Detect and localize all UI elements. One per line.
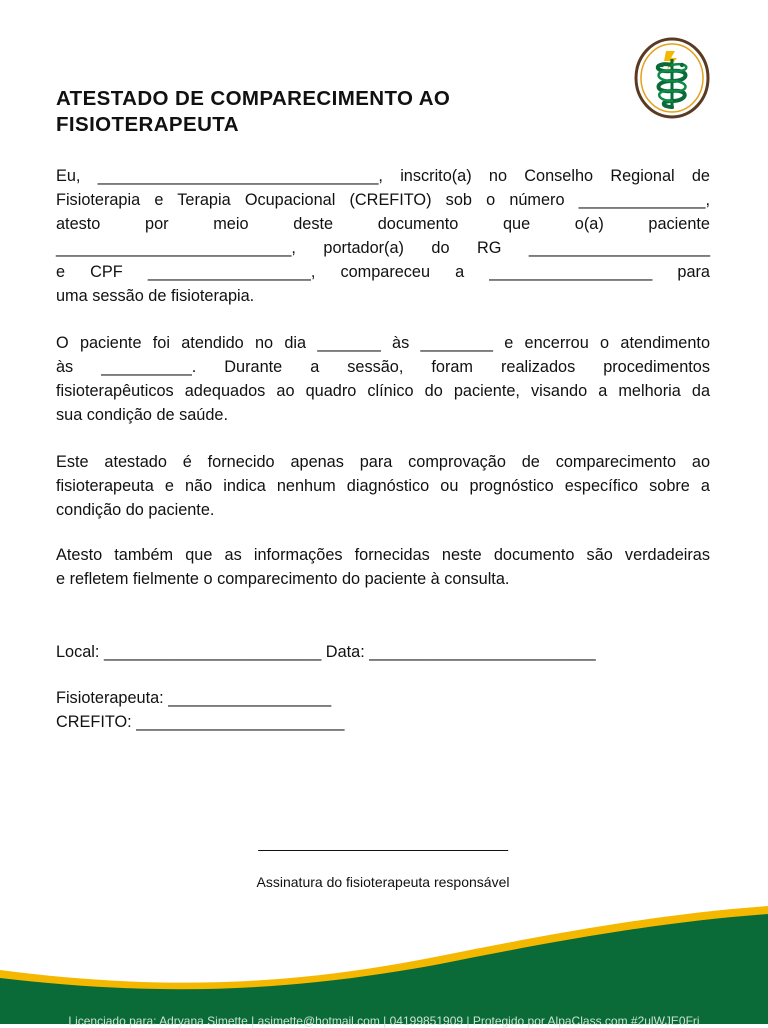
paragraph-session bbox=[56, 331, 710, 427]
professional-fields bbox=[56, 686, 710, 734]
text-line: fisioterapeuta e não indica nenhum diagnóstico ou prognóstico específico sobre a bbox=[56, 477, 710, 495]
signature-caption: Assinatura do fisioterapeuta responsável bbox=[256, 874, 510, 890]
caduceus-emblem-icon bbox=[634, 37, 710, 119]
text-line: Este atestado é fornecido apenas para comprovação de comparecimento ao bbox=[56, 453, 710, 471]
text-line: e refletem fielmente o comparecimento do paciente à consulta. bbox=[56, 570, 510, 588]
text-line: Fisioterapia e Terapia Ocupacional (CREFITO) sob o número ______________, bbox=[56, 191, 710, 209]
paragraph-identification bbox=[56, 164, 710, 308]
text-line: O paciente foi atendido no dia _______ às ________ e encerrou o atendimento bbox=[56, 334, 710, 352]
physiotherapist-name-line: Fisioterapeuta: __________________ bbox=[56, 689, 332, 707]
text-line: Atesto também que as informações fornecidas neste documento são verdadeiras bbox=[56, 546, 710, 564]
text-line: atesto por meio deste documento que o(a) paciente bbox=[56, 215, 710, 233]
paragraph-attestation bbox=[56, 543, 710, 591]
document-title bbox=[56, 86, 616, 138]
text-line: fisioterapêuticos adequados ao quadro clínico do paciente, visando a melhoria da bbox=[56, 382, 710, 400]
footer-wave-decoration bbox=[0, 880, 768, 1024]
title-line-1: ATESTADO DE COMPARECIMENTO AO bbox=[56, 87, 451, 110]
text-line: às __________. Durante a sessão, foram realizados procedimentos bbox=[56, 358, 710, 376]
signature-line: _____________________________ bbox=[258, 835, 508, 852]
text-line: sua condição de saúde. bbox=[56, 406, 228, 424]
paragraph-disclaimer bbox=[56, 450, 710, 522]
text-line: condição do paciente. bbox=[56, 501, 215, 519]
text-line: uma sessão de fisioterapia. bbox=[56, 287, 255, 305]
text-line: __________________________, portador(a) do RG ____________________ bbox=[56, 239, 710, 257]
license-watermark: Licenciado para: Adryana Simette | asimette@hotmail.com | 04199851909 | Protegido por AlpaClass.com #2ulWJE0Fri bbox=[68, 1014, 700, 1028]
local-date-fields bbox=[56, 640, 710, 664]
text-line: Eu, _______________________________, inscrito(a) no Conselho Regional de bbox=[56, 167, 710, 185]
crefito-number-line: CREFITO: _______________________ bbox=[56, 713, 345, 731]
title-line-2: FISIOTERAPEUTA bbox=[56, 113, 239, 136]
text-line: e CPF __________________, compareceu a __________________ para bbox=[56, 263, 710, 281]
local-date-line: Local: ________________________ Data: _________________________ bbox=[56, 643, 596, 661]
